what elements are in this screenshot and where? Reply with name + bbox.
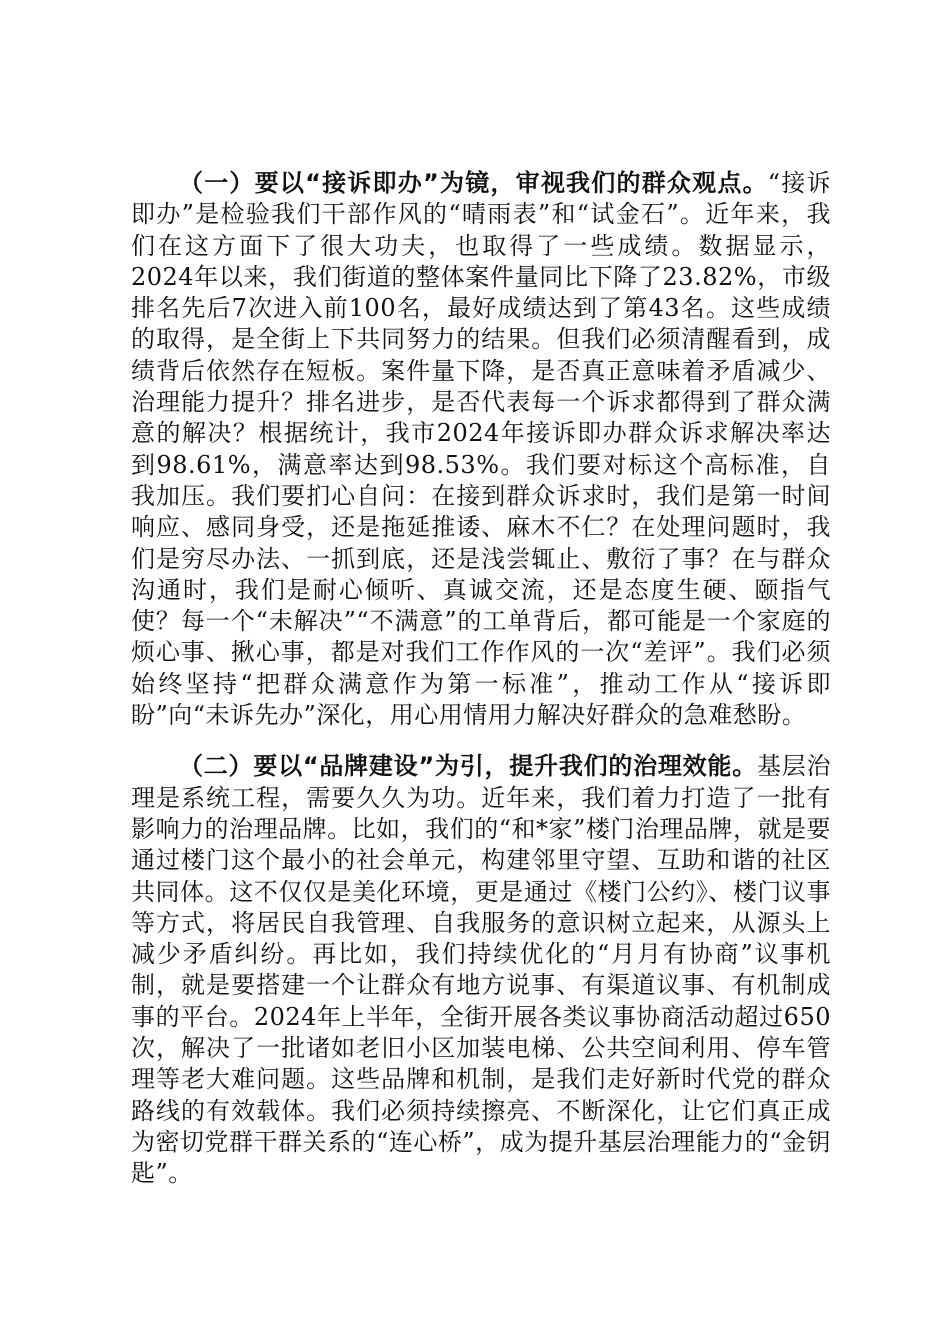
paragraph-1-text: “接诉即办”是检验我们干部作风的“晴雨表”和“试金石”。近年来，我们在这方面下了很大功夫，也取得了一些成绩。数据显示，2024年以来，我们街道的整体案件量同比下降了23.82%，市级排名先后7次进入前100名，最好成绩达到了第43名。这些成绩的取得，是全街上下共同努力的结果。但我们必须清醒看到，成绩背后依然存在短板。案件量下降，是否真正意味着矛盾减少、治理能力提升？排名进步，是否代表每一个诉求都得到了群众满意的解决？根据统计，我市2024年接诉即办群众诉求解决率达到98.61%，满意率达到98.53%。我们要对标这个高标准，自我加压。我们要扪心自问：在接到群众诉求时，我们是第一时间响应、感同身受，还是拖延推诿、麻木不仁？在处理问题时，我们是穷尽办法、一抓到底，还是浅尝辄止、敷衍了事？在与群众沟通时，我们是耐心倾听、真诚交流，还是态度生硬、颐指气使？每一个“未解决”“不满意”的工单背后，都可能是一个家庭的烦心事、揪心事，都是对我们工作作风的一次“差评”。我们必须始终坚持“把群众满意作为第一标准”，推动工作从“接诉即盼”向“未诉先办”深化，用心用情用力解决好群众的急难愁盼。 xyxy=(131,169,831,730)
paragraph-2 xyxy=(131,751,831,1189)
paragraph-1-heading: （一）要以“接诉即办”为镜，审视我们的群众观点。 xyxy=(179,169,768,197)
paragraph-2-text: 基层治理是系统工程，需要久久为功。近年来，我们着力打造了一批有影响力的治理品牌。比如，我们的“和*家”楼门治理品牌，就是要通过楼门这个最小的社会单元，构建邻里守望、互助和谐的社区共同体。这不仅仅是美化环境，更是通过《楼门公约》、楼门议事等方式，将居民自我管理、自我服务的意识树立起来，从源头上减少矛盾纠纷。再比如，我们持续优化的“月月有协商”议事机制，就是要搭建一个让群众有地方说事、有渠道议事、有机制成事的平台。2024年上半年，全街开展各类议事协商活动超过650次，解决了一批诸如老旧小区加装电梯、公共空间利用、停车管理等老大难问题。这些品牌和机制，是我们走好新时代党的群众路线的有效载体。我们必须持续擦亮、不断深化，让它们真正成为密切党群干群关系的“连心桥”，成为提升基层治理能力的“金钥匙”。 xyxy=(131,752,832,1188)
paragraph-2-heading: （二）要以“品牌建设”为引，提升我们的治理效能。 xyxy=(179,752,757,781)
paragraph-1 xyxy=(131,168,831,731)
document-body xyxy=(131,168,831,1190)
